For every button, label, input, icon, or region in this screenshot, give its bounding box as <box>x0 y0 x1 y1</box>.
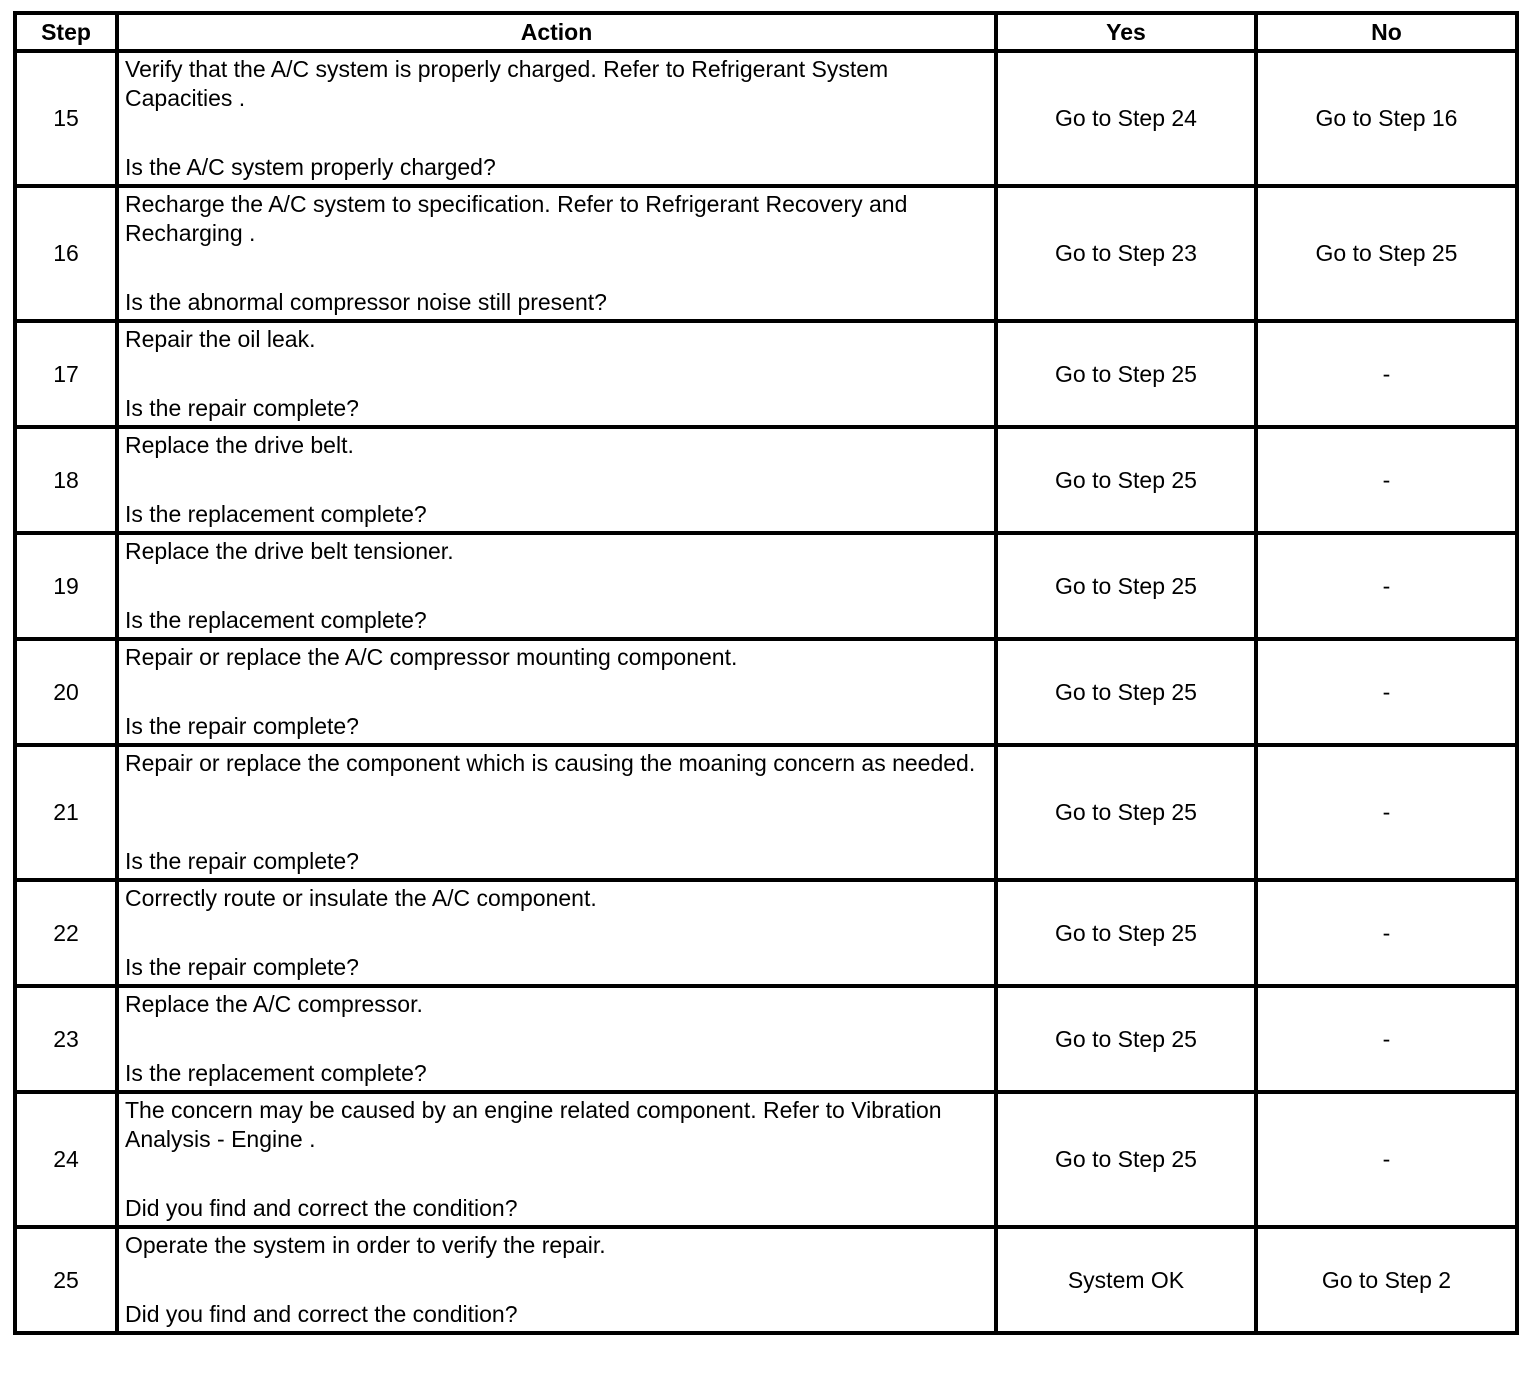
table-row <box>15 1092 1517 1227</box>
action-cell <box>117 1092 996 1227</box>
no-result: - <box>1256 639 1517 745</box>
action-text: Replace the A/C compressor. <box>125 991 423 1017</box>
action-question: Is the replacement complete? <box>125 607 427 633</box>
step-number: 20 <box>15 639 117 745</box>
action-cell <box>117 321 996 427</box>
step-number: 16 <box>15 186 117 321</box>
no-result: - <box>1256 321 1517 427</box>
yes-result: System OK <box>996 1227 1256 1333</box>
yes-result: Go to Step 25 <box>996 1092 1256 1227</box>
yes-result: Go to Step 25 <box>996 639 1256 745</box>
yes-result: Go to Step 25 <box>996 321 1256 427</box>
yes-result: Go to Step 25 <box>996 880 1256 986</box>
yes-result: Go to Step 23 <box>996 186 1256 321</box>
step-number: 18 <box>15 427 117 533</box>
action-cell <box>117 1227 996 1333</box>
action-cell <box>117 745 996 880</box>
header-yes: Yes <box>996 13 1256 51</box>
table-row <box>15 986 1517 1092</box>
action-question: Did you find and correct the condition? <box>125 1195 518 1221</box>
no-result: - <box>1256 880 1517 986</box>
no-result: Go to Step 16 <box>1256 51 1517 186</box>
no-result: - <box>1256 427 1517 533</box>
action-text: Verify that the A/C system is properly charged. Refer to Refrigerant System Capacities . <box>125 56 889 111</box>
no-result: - <box>1256 1092 1517 1227</box>
diagnostic-table <box>13 11 1519 1335</box>
action-cell <box>117 880 996 986</box>
header-row <box>15 13 1517 51</box>
no-result: - <box>1256 986 1517 1092</box>
yes-result: Go to Step 25 <box>996 986 1256 1092</box>
action-cell <box>117 533 996 639</box>
table-row <box>15 880 1517 986</box>
action-cell <box>117 186 996 321</box>
yes-result: Go to Step 25 <box>996 533 1256 639</box>
step-number: 21 <box>15 745 117 880</box>
action-text: The concern may be caused by an engine related component. Refer to Vibration Analysis - Engine . <box>125 1097 942 1152</box>
no-result: - <box>1256 533 1517 639</box>
header-step: Step <box>15 13 117 51</box>
action-text: Repair or replace the component which is causing the moaning concern as needed. <box>125 750 976 776</box>
action-cell <box>117 639 996 745</box>
action-question: Is the replacement complete? <box>125 501 427 527</box>
action-question: Is the replacement complete? <box>125 1060 427 1086</box>
yes-result: Go to Step 25 <box>996 745 1256 880</box>
action-cell <box>117 986 996 1092</box>
table-row <box>15 745 1517 880</box>
step-number: 17 <box>15 321 117 427</box>
yes-result: Go to Step 25 <box>996 427 1256 533</box>
no-result: Go to Step 25 <box>1256 186 1517 321</box>
action-text: Replace the drive belt. <box>125 432 354 458</box>
table-row <box>15 427 1517 533</box>
table-row <box>15 1227 1517 1333</box>
action-cell <box>117 427 996 533</box>
table-row <box>15 321 1517 427</box>
action-question: Is the abnormal compressor noise still present? <box>125 289 607 315</box>
step-number: 24 <box>15 1092 117 1227</box>
action-text: Repair the oil leak. <box>125 326 316 352</box>
table-row <box>15 51 1517 186</box>
no-result: Go to Step 2 <box>1256 1227 1517 1333</box>
step-number: 15 <box>15 51 117 186</box>
action-text: Recharge the A/C system to specification. Refer to Refrigerant Recovery and Recharging . <box>125 191 908 246</box>
table-row <box>15 639 1517 745</box>
step-number: 25 <box>15 1227 117 1333</box>
step-number: 22 <box>15 880 117 986</box>
yes-result: Go to Step 24 <box>996 51 1256 186</box>
header-action: Action <box>117 13 996 51</box>
action-question: Is the repair complete? <box>125 713 359 739</box>
action-cell <box>117 51 996 186</box>
step-number: 23 <box>15 986 117 1092</box>
action-text: Replace the drive belt tensioner. <box>125 538 454 564</box>
no-result: - <box>1256 745 1517 880</box>
action-question: Is the repair complete? <box>125 395 359 421</box>
table-row <box>15 186 1517 321</box>
action-text: Repair or replace the A/C compressor mounting component. <box>125 644 738 670</box>
action-question: Is the repair complete? <box>125 954 359 980</box>
action-question: Did you find and correct the condition? <box>125 1301 518 1327</box>
action-question: Is the repair complete? <box>125 848 359 874</box>
action-text: Operate the system in order to verify the repair. <box>125 1232 606 1258</box>
action-question: Is the A/C system properly charged? <box>125 154 496 180</box>
table-row <box>15 533 1517 639</box>
action-text: Correctly route or insulate the A/C component. <box>125 885 597 911</box>
step-number: 19 <box>15 533 117 639</box>
header-no: No <box>1256 13 1517 51</box>
